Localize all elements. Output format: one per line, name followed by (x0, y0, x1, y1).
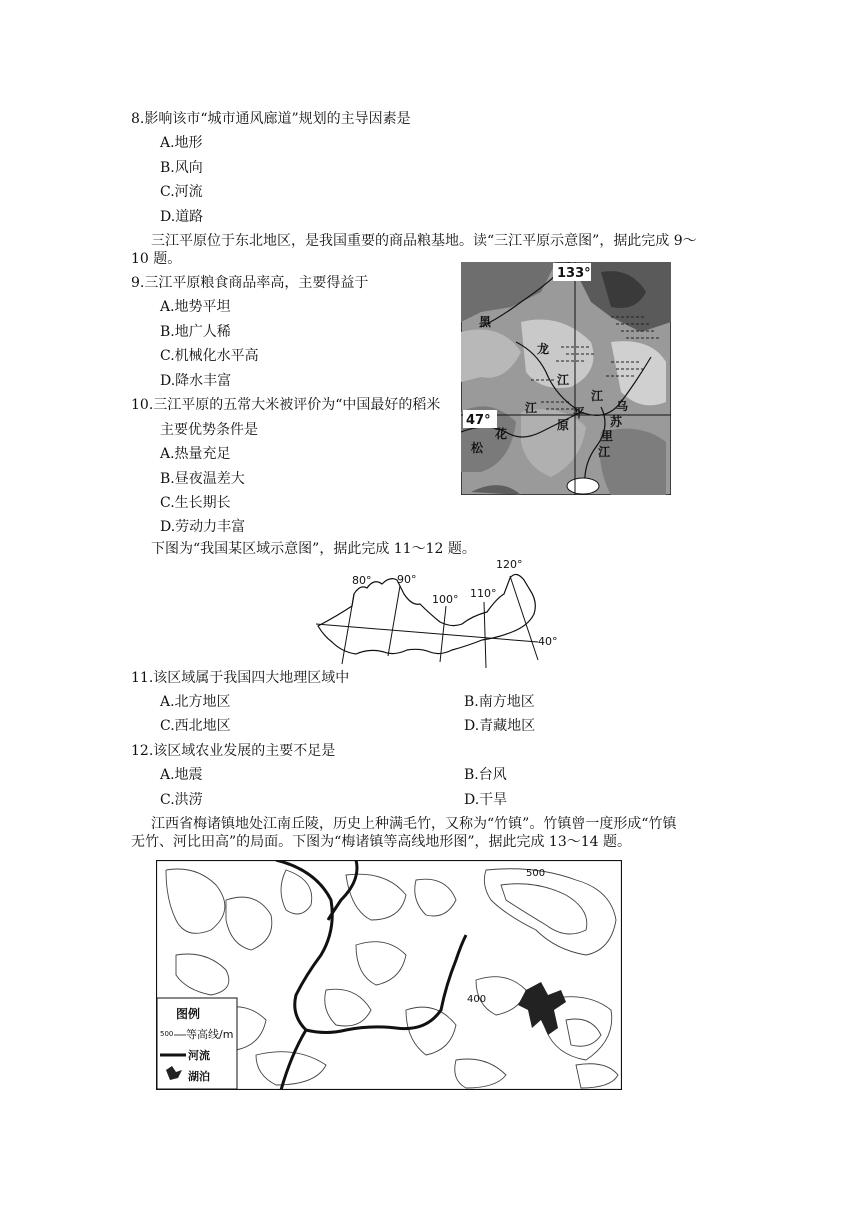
q11-stem: 11.该区域属于我国四大地理区域中 (131, 670, 350, 686)
map1-longitude: 133° (557, 266, 591, 281)
q12-option-d: D.干旱 (464, 792, 508, 808)
q8-option-a: A.地形 (160, 135, 203, 151)
legend-lake: 湖泊 (188, 1070, 210, 1083)
contour-label-500: 500 (526, 868, 546, 879)
q8-option-b: B.风向 (160, 160, 203, 176)
label-ping: 平 (573, 406, 586, 420)
legend-contour-value: 500 (160, 1030, 174, 1038)
meridian-80: 80° (352, 574, 372, 587)
meridian-120: 120° (496, 558, 523, 571)
meridian-110: 110° (470, 587, 497, 600)
label-wu: 乌 (616, 399, 629, 413)
label-hei: 黑 (479, 315, 492, 329)
label-jiang4: 江 (598, 445, 611, 459)
sanjiang-plain-map (461, 262, 671, 495)
label-li: 里 (601, 429, 614, 443)
q8-option-d: D.道路 (160, 209, 204, 225)
q12-option-c: C.洪涝 (160, 792, 203, 808)
label-jiang2: 江 (525, 401, 538, 415)
q12-option-a: A.地震 (160, 767, 203, 783)
legend-title: 图例 (176, 1007, 201, 1021)
map1-latitude: 47° (466, 413, 491, 428)
meizhu-contour-map (156, 860, 622, 1090)
label-song: 松 (471, 441, 484, 455)
q8-stem: 8.影响该市“城市通风廊道”规划的主导因素是 (131, 111, 411, 127)
label-su: 苏 (610, 415, 623, 429)
label-yuan: 原 (557, 418, 570, 432)
intro-11-12: 下图为“我国某区域示意图”，据此完成 11～12 题。 (151, 541, 476, 557)
q10-option-c: C.生长期长 (160, 495, 231, 511)
intro-9-10-line2: 10 题。 (131, 251, 182, 267)
meridian-100: 100° (432, 593, 459, 606)
q12-option-b: B.台风 (464, 767, 507, 783)
q11-option-a: A.北方地区 (160, 694, 231, 710)
parallel-40: 40° (538, 635, 558, 648)
q8-option-c: C.河流 (160, 184, 203, 200)
intro-13-14-line1: 江西省梅诸镇地处江南丘陵，历史上种满毛竹，又称为“竹镇”。竹镇曾一度形成“竹镇 (151, 816, 677, 832)
q10-option-d: D.劳动力丰富 (160, 519, 246, 535)
intro-13-14-line2: 无竹、河比田高”的局面。下图为“梅诸镇等高线地形图”，据此完成 13～14 题。 (131, 834, 631, 850)
label-hua: 花 (495, 427, 508, 441)
q9-stem: 9.三江平原粮食商品率高，主要得益于 (131, 275, 369, 291)
label-jiang3: 江 (591, 389, 604, 403)
label-long: 龙 (537, 342, 550, 356)
q10-stem-line2: 主要优势条件是 (160, 422, 258, 438)
q9-option-b: B.地广人稀 (160, 324, 231, 340)
q11-option-d: D.青藏地区 (464, 718, 536, 734)
q10-stem: 10.三江平原的五常大米被评价为“中国最好的稻米 (131, 397, 441, 413)
q9-option-c: C.机械化水平高 (160, 348, 259, 364)
contour-label-400: 400 (467, 994, 487, 1005)
meridian-90: 90° (397, 573, 417, 586)
q10-option-a: A.热量充足 (160, 446, 231, 462)
intro-9-10-line1: 三江平原位于东北地区，是我国重要的商品粮基地。读“三江平原示意图”，据此完成 9～ (151, 233, 697, 249)
q10-option-b: B.昼夜温差大 (160, 471, 245, 487)
map-legend (157, 998, 237, 1089)
q11-option-c: C.西北地区 (160, 718, 231, 734)
q12-stem: 12.该区域农业发展的主要不足是 (131, 743, 336, 759)
q9-option-a: A.地势平坦 (160, 299, 231, 315)
q9-option-d: D.降水丰富 (160, 373, 232, 389)
label-jiang1: 江 (557, 373, 570, 387)
legend-river: 河流 (188, 1049, 210, 1062)
region-outline-map (312, 556, 568, 668)
q11-option-b: B.南方地区 (464, 694, 535, 710)
legend-contour: 等高线/m (186, 1028, 234, 1041)
